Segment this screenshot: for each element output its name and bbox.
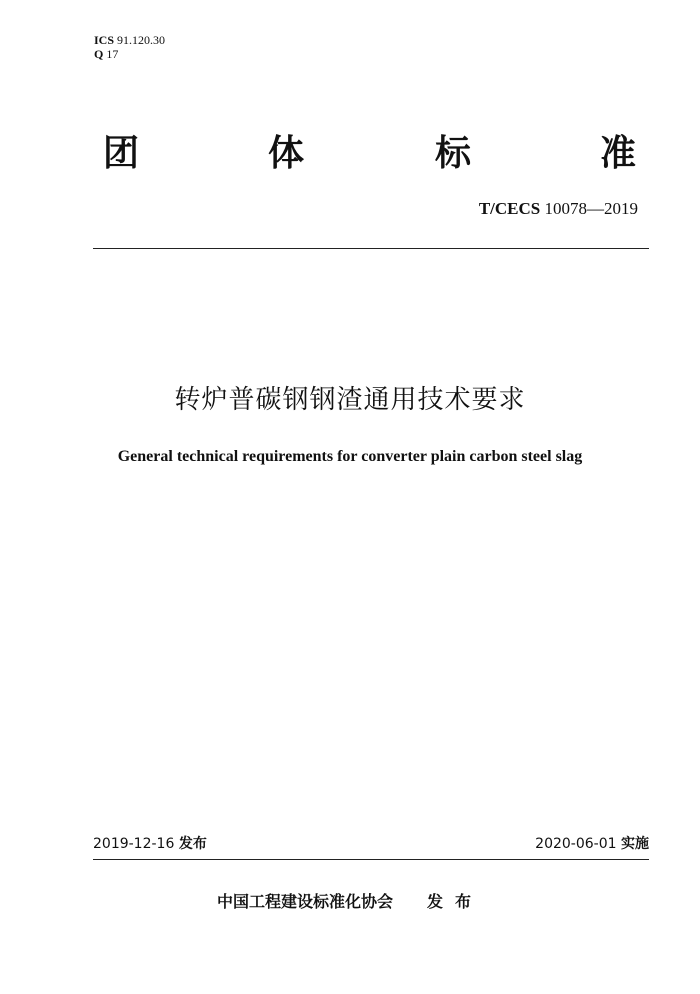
publisher-suffix: 发布 <box>427 892 484 911</box>
standard-number-value: 10078—2019 <box>544 199 638 218</box>
issue-date-line <box>93 835 207 853</box>
top-divider <box>93 248 649 249</box>
issue-word: 发布 <box>178 836 207 852</box>
title-chinese: 转炉普碳钢钢渣通用技术要求 <box>174 385 526 415</box>
implementation-word: 实施 <box>621 836 649 852</box>
standard-type-char-1: 团 <box>103 133 140 174</box>
ics-code-line <box>94 33 165 47</box>
standard-type-char-2: 体 <box>268 133 305 174</box>
implementation-date: 2020-06-01 <box>535 836 617 852</box>
title-english: General technical requirements for converter plain carbon steel slag <box>117 448 583 465</box>
ccs-code-line <box>94 47 118 61</box>
standard-number-prefix: T/CECS <box>478 199 541 218</box>
ccs-label: Q <box>94 47 104 61</box>
implementation-date-line <box>535 835 649 853</box>
standard-type-char-3: 标 <box>435 133 472 174</box>
ccs-code: 17 <box>106 47 119 61</box>
standard-number <box>479 198 638 220</box>
standard-type-char-4: 准 <box>600 133 637 174</box>
publisher-name: 中国工程建设标准化协会 <box>216 892 393 911</box>
issue-date: 2019-12-16 <box>93 836 175 852</box>
ics-label: ICS <box>94 33 115 47</box>
publisher-line <box>0 891 700 913</box>
ics-code: 91.120.30 <box>117 33 166 47</box>
bottom-divider <box>93 859 649 860</box>
